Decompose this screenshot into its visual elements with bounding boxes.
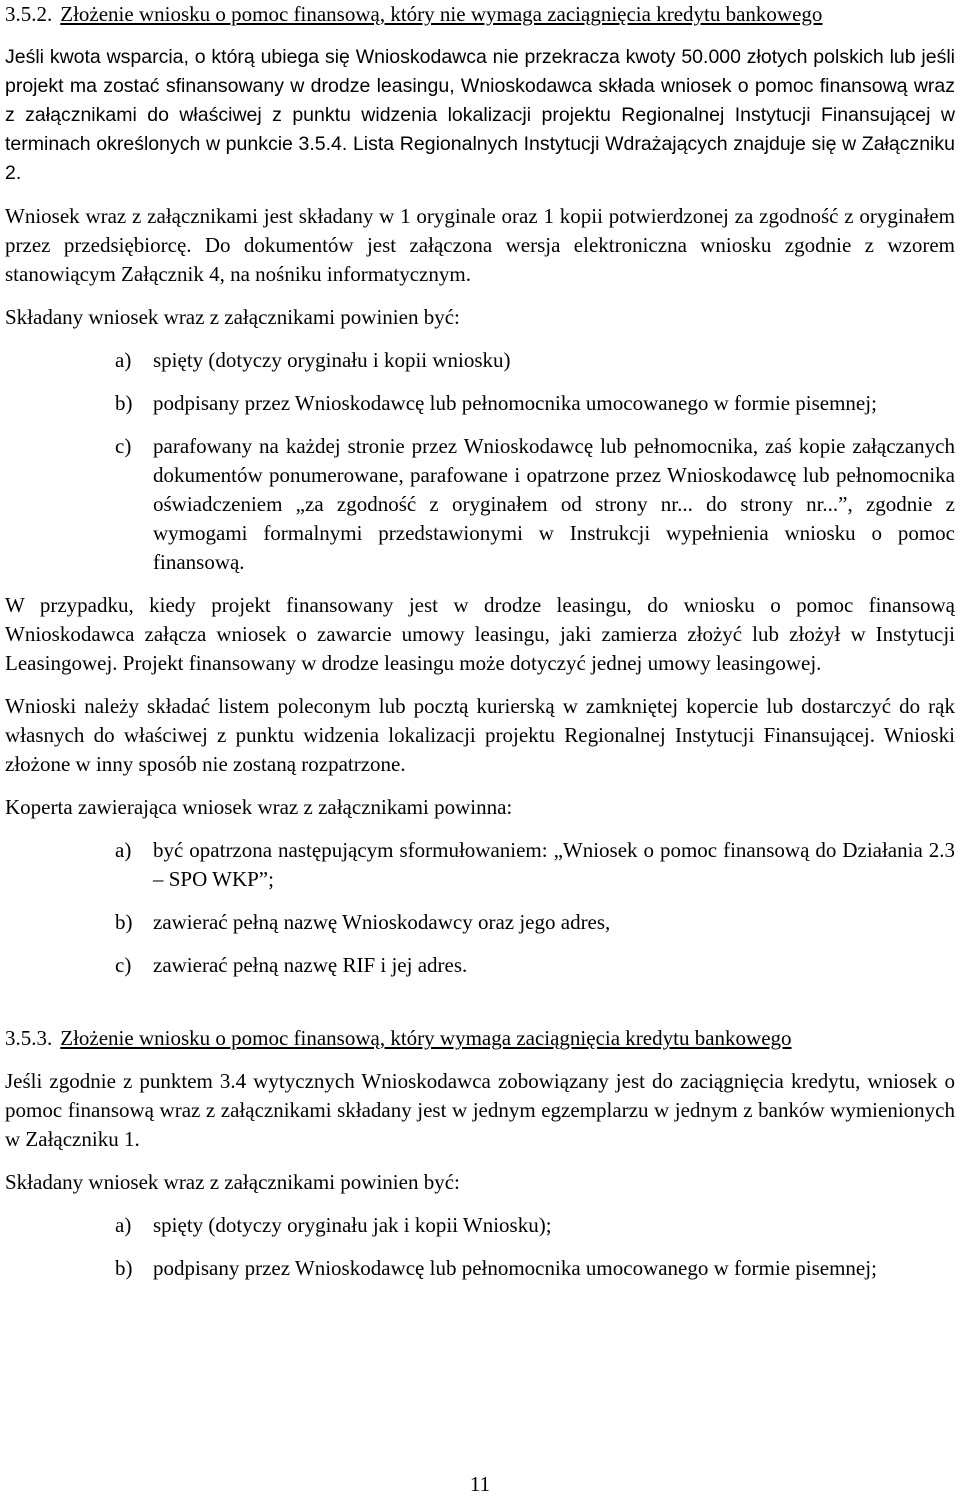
paragraph: Jeśli kwota wsparcia, o którą ubiega się Wnioskodawca nie przekracza kwoty 50.000 złotych polskich lub jeśli projekt ma zostać sfinansowany w drodze leasingu, Wnioskodawca składa wniosek o pomoc finansową wraz z załącznikami do właściwej z punktu widzenia lokalizacji projektu Regionalnej Instytucji Finansującej w terminach określonych w punkcie 3.5.4. Lista Regionalnych Instytucji Wdrażających znajduje się w Załączniku 2.	[5, 46, 955, 184]
section-number: 3.5.3.	[5, 1026, 53, 1050]
list-item	[5, 908, 955, 937]
list-item	[5, 346, 955, 375]
list-marker: c)	[115, 434, 132, 458]
list-marker: b)	[115, 391, 133, 415]
list-item-text: być opatrzona następującym sformułowaniem: „Wniosek o pomoc finansową do Działania 2.3 – SPO WKP”;	[153, 838, 955, 891]
list-marker: a)	[115, 838, 132, 862]
list-item-text: zawierać pełną nazwę Wnioskodawcy oraz jego adres,	[153, 910, 611, 934]
spacer	[5, 994, 955, 1024]
section-number: 3.5.2.	[5, 2, 53, 26]
document-page	[5, 0, 955, 1297]
list-item	[5, 836, 955, 894]
list-item	[5, 951, 955, 980]
list-marker: b)	[115, 1256, 133, 1280]
list-item	[5, 432, 955, 577]
paragraph: Wniosek wraz z załącznikami jest składany w 1 oryginale oraz 1 kopii potwierdzonej za zgodność z oryginałem przez przedsiębiorcę. Do dokumentów jest załączona wersja elektroniczna wniosku zgodnie z wzorem stanowiącym Załącznik 4, na nośniku informatycznym.	[5, 204, 955, 286]
list-marker: a)	[115, 1213, 132, 1237]
requirements-list	[5, 1211, 955, 1283]
list-item-text: zawierać pełną nazwę RIF i jej adres.	[153, 953, 468, 977]
paragraph: Składany wniosek wraz z załącznikami powinien być:	[5, 1170, 460, 1194]
list-marker: c)	[115, 953, 132, 977]
list-marker: b)	[115, 910, 133, 934]
paragraph: W przypadku, kiedy projekt finansowany jest w drodze leasingu, do wniosku o pomoc finansową Wnioskodawca załącza wniosek o zawarcie umowy leasingu, jaki zamierza złożyć lub złożył w Instytucji Leasingowej. Projekt finansowany w drodze leasingu może dotyczyć jednej umowy leasingowej.	[5, 593, 955, 675]
list-item	[5, 389, 955, 418]
list-item-text: spięty (dotyczy oryginału i kopii wniosku)	[153, 348, 511, 372]
paragraph: Koperta zawierająca wniosek wraz z załącznikami powinna:	[5, 795, 513, 819]
list-item	[5, 1254, 955, 1283]
list-item-text: podpisany przez Wnioskodawcę lub pełnomocnika umocowanego w formie pisemnej;	[153, 1256, 877, 1280]
paragraph: Wnioski należy składać listem poleconym lub pocztą kurierską w zamkniętej kopercie lub dostarczyć do rąk własnych do właściwej z punktu widzenia lokalizacji projektu Regionalnej Instytucji Finansującej. Wnioski złożone w inny sposób nie zostaną rozpatrzone.	[5, 694, 955, 776]
requirements-list	[5, 346, 955, 577]
list-marker: a)	[115, 348, 132, 372]
envelope-requirements-list	[5, 836, 955, 980]
section-title: Złożenie wniosku o pomoc finansową, który wymaga zaciągnięcia kredytu bankowego	[60, 1026, 792, 1050]
section-title: Złożenie wniosku o pomoc finansową, który nie wymaga zaciągnięcia kredytu bankowego	[60, 2, 823, 26]
paragraph: Jeśli zgodnie z punktem 3.4 wytycznych Wnioskodawca zobowiązany jest do zaciągnięcia kredytu, wniosek o pomoc finansową wraz z załącznikami składany jest w jednym egzemplarzu w jednym z banków wymienionych w Załączniku 1.	[5, 1069, 955, 1151]
list-item-text: spięty (dotyczy oryginału jak i kopii Wniosku);	[153, 1213, 552, 1237]
section-heading-3-5-3	[5, 1024, 955, 1053]
page-number: 11	[469, 1472, 491, 1496]
list-item-text: podpisany przez Wnioskodawcę lub pełnomocnika umocowanego w formie pisemnej;	[153, 391, 877, 415]
paragraph: Składany wniosek wraz z załącznikami powinien być:	[5, 305, 460, 329]
list-item-text: parafowany na każdej stronie przez Wnioskodawcę lub pełnomocnika, zaś kopie załączanych dokumentów ponumerowane, parafowane i opatrzone przez Wnioskodawcę lub pełnomocnika oświadczeniem „za zgodność z oryginałem od strony nr... do strony nr...”, zgodnie z wymogami formalnymi przedstawionymi w Instrukcji wypełnienia wniosku o pomoc finansową.	[153, 434, 955, 574]
list-item	[5, 1211, 955, 1240]
section-heading-3-5-2	[5, 0, 955, 29]
